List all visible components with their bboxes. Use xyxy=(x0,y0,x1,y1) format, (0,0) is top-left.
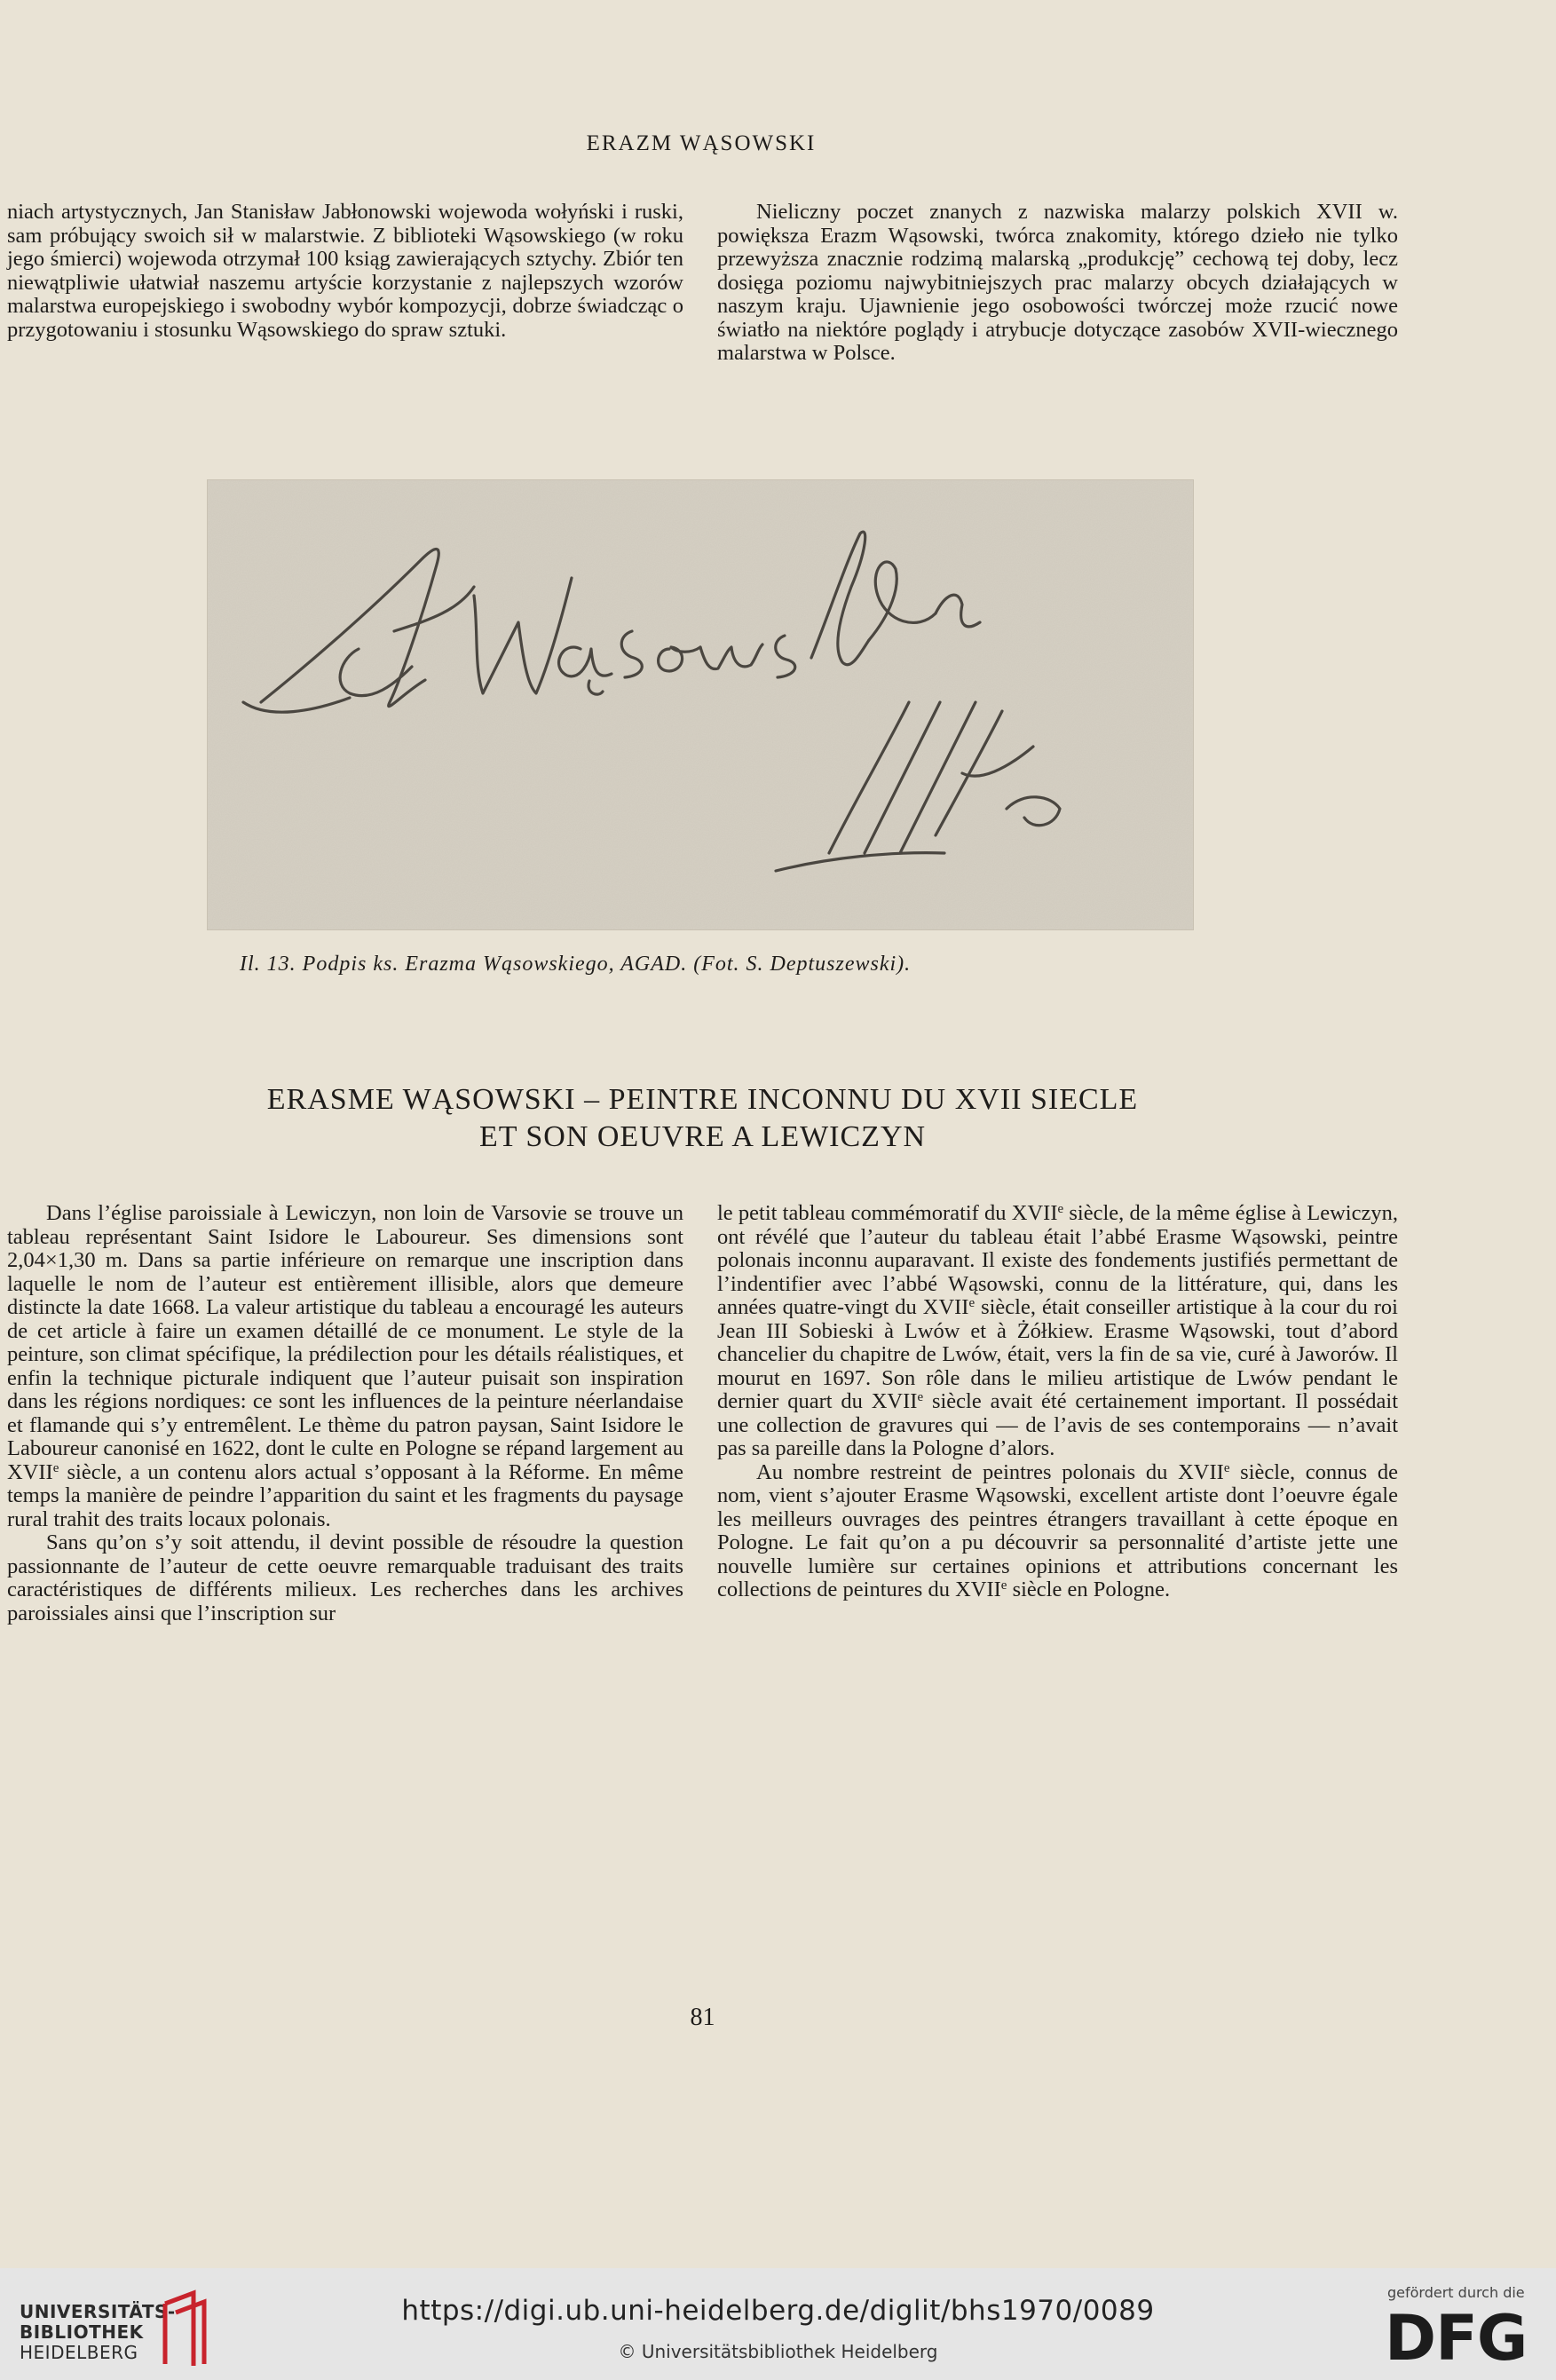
french-left-paragraph-1: Dans l’église paroissiale à Lewiczyn, non loin de Varsovie se trouve un tableau représentant Saint Isidore le Laboureur. Ses dimensions sont 2,04×1,30 m. Dans sa partie inférieure on remarque une inscription dans laquelle le nom de l’auteur est entièrement illisible, alors que demeure distincte la date 1668. La valeur artistique du tableau a encouragé les auteurs de cet article à faire un examen détaillé de ce monument. Le style de la peinture, son climat spécifique, la prédilection pour les détails réalistiques, et enfin la technique picturale indiquent que l’auteur puisait son inspiration dans les régions nordiques: ce sont les influences de la peinture néerlandaise et flamande qui s’y entremêlent. Le thème du patron paysan, Saint Isidore le Laboureur canonisé en 1622, dont le culte en Pologne se répand largement au XVIIe siècle, a un contenu alors actual s’opposant à la Réforme. En même temps la manière de peindre l’apparition du saint et les fragments du paysage rural trahit des traits locaux polonais. xyxy=(7,1201,683,1531)
french-text-right-column xyxy=(717,1202,1398,1602)
copyright-notice: © Universitätsbibliothek Heidelberg xyxy=(618,2341,938,2362)
signature-text: H Wąsowski xyxy=(700,906,706,907)
polish-paragraph-left: niach artystycznych, Jan Stanisław Jabłonowski wojewoda wołyński i ruski, sam próbujący swoich sił w malarstwie. Z biblioteki Wąsowskiego (w roku jego śmierci) wojewoda otrzymał 100 ksiąg zawierających sztychy. Zbiór ten niewątpliwie ułatwiał naszemu artyście korzystanie z najlepszych wzorów malarstwa europejskiego i swobodny wybór kompozycji, dobrze świadcząc o przygotowaniu i stosunku Wąsowskiego do spraw sztuki. xyxy=(7,200,683,342)
french-left-paragraph-2: Sans qu’on s’y soit attendu, il devint possible de résoudre la question passionnante de l’auteur de cette oeuvre remarquable traduisant des traits caractéristiques de différents milieux. Les recherches dans les archives paroissiales ainsi que l’inscription sur xyxy=(7,1530,683,1625)
article-title xyxy=(0,1081,1405,1156)
polish-text-left-column xyxy=(7,201,683,342)
institution-line-1: UNIVERSITÄTS- xyxy=(20,2301,176,2322)
article-title-line-1: ERASME WĄSOWSKI – PEINTRE INCONNU DU XVII SIECLE xyxy=(266,1083,1139,1116)
running-head: ERAZM WĄSOWSKI xyxy=(586,131,817,155)
polish-text-right-column xyxy=(717,201,1398,366)
french-right-paragraph-1: le petit tableau commémoratif du XVIIe siècle, de la même église à Lewiczyn, ont révélé que l’auteur du tableau était l’abbé Erasme Wąsowski, peintre polonais inconnu auparavant. Il existe des fondements justifiés permettant de l’indentifier avec l’abbé Wąsowski, connu de la littérature, qui, dans les années quatre-vingt du XVIIe siècle, était conseiller artistique à la cour du roi Jean III Sobieski à Lwów et à Żółkiew. Erasme Wąsowski, tout d’abord chancelier du chapitre de Lwów, était, vers la fin de sa vie, curé à Jaworów. Il mourut en 1697. Son rôle dans le milieu artistique de Lwów pendant le dernier quart du XVIIe siècle avait été certainement important. Il possédait une collection de gravures qui — de l’avis de ses contemporains — n’avait pas sa pareille dans la Pologne d’alors. xyxy=(717,1201,1398,1460)
page-number: 81 xyxy=(690,2004,715,2031)
dfg-logo[interactable]: DFG xyxy=(1385,2302,1528,2375)
polish-paragraph-right: Nieliczny poczet znanych z nazwiska malarzy polskich XVII w. powiększa Erazm Wąsowski, twórca znakomity, którego dzieło nie tylko przewyższa znacznie rodzimą malarską „produkcję” cechową tej doby, lecz dosięga poziomu najwybitniejszych prac malarzy obcych działających w naszym kraju. Ujawnienie jego osobowości twórczej może rzucić nowe światło na niektóre poglądy i atrybucje dotyczące zasobów XVII-wiecznego malarstwa w Polsce. xyxy=(717,200,1398,365)
institution-line-3: HEIDELBERG xyxy=(20,2342,138,2363)
institution-line-2: BIBLIOTHEK xyxy=(20,2321,144,2343)
french-right-paragraph-2: Au nombre restreint de peintres polonais du XVIIe siècle, connus de nom, vient s’ajouter Erasme Wąsowski, excellent artiste dont l’oeuvre égale les meilleurs ouvrages des peintres étrangers travaillant à cette époque en Pologne. Le fait qu’on a pu découvrir sa personnalité d’artiste jette une nouvelle lumière sur certaines opinions et attributions concernant les collections de peintures du XVIIe siècle en Pologne. xyxy=(717,1459,1398,1601)
signature-image xyxy=(208,480,1193,929)
funded-by-label: gefördert durch die xyxy=(1387,2284,1525,2301)
signature-figure xyxy=(207,479,1194,930)
french-text-left-column xyxy=(7,1202,683,1625)
article-title-line-2: ET SON OEUVRE A LEWICZYN xyxy=(478,1120,927,1153)
viewer-footer xyxy=(0,2268,1556,2380)
figure-caption: Il. 13. Podpis ks. Erazma Wąsowskiego, AGAD. (Fot. S. Deptuszewski). xyxy=(240,953,912,976)
permalink-url[interactable]: https://digi.ub.uni-heidelberg.de/diglit/bhs1970/0089 xyxy=(401,2295,1155,2327)
